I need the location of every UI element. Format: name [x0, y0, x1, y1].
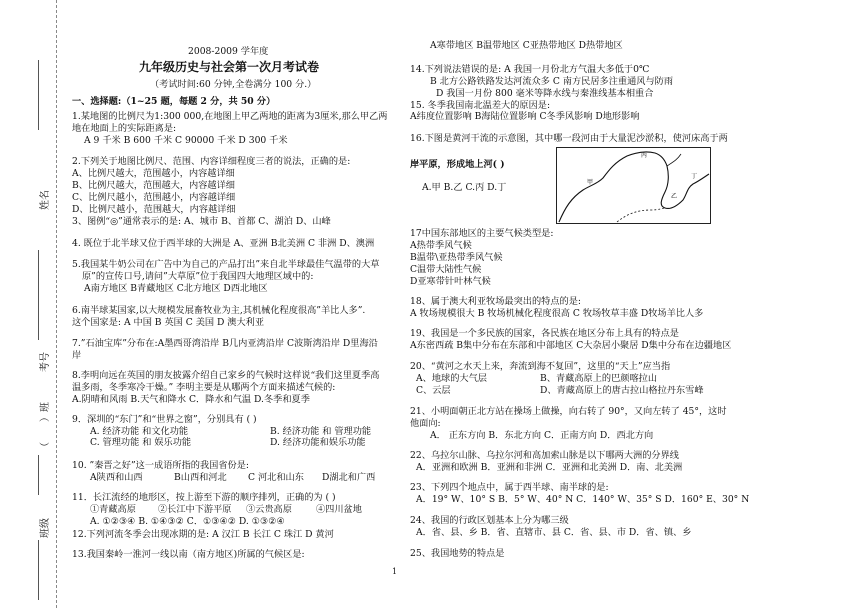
fold-line	[56, 0, 57, 608]
q17: 17中国东部地区的主要气候类型是:	[410, 228, 554, 239]
q11-item-1: ①青藏高原	[90, 504, 136, 515]
q1-cont: 地在地面上的实际距离是:	[72, 123, 177, 134]
q19: 19、我国是一个多民族的国家，各民族在地区分布上具有的特点是	[410, 328, 679, 339]
q20: 20、“黄河之水天上来，奔流到海不复回”，这里的“天上”应当指	[410, 361, 671, 372]
map-label-bing: 丙	[641, 152, 648, 159]
id-label: 考号	[40, 352, 51, 372]
q7-cont: 岸	[72, 350, 82, 361]
q9-option-d: D. 经济功能和娱乐功能	[270, 437, 366, 448]
exam-title: 九年级历史与社会第一次月考试卷	[139, 60, 320, 74]
q7: 7.”石油宝库”分布在:A墨西哥湾沿岸 B几内亚湾沿岸 C波斯湾沿岸 D里海沿	[72, 338, 378, 349]
class-label: 班级	[40, 518, 51, 538]
q2-option-a: A、比例尺越大，范围越小，内容越详细	[72, 168, 235, 179]
q21: 21、小明面朝正北方站在操场上做操，向右转了 90°，又向左转了 45°，这时	[410, 406, 727, 417]
class-line	[38, 455, 39, 495]
q17-option-b: B温带\亚热带季风气候	[410, 252, 503, 263]
q13-options: A寒带地区 B温带地区 C亚热带地区 D热带地区	[430, 40, 623, 51]
q15-options: A纬度位置影响 B海陆位置影响 C冬季风影响 D地形影响	[410, 111, 640, 122]
q19-options: A东密西疏 B集中分布在东部和中部地区 C大杂居小聚居 D集中分布在边疆地区	[410, 340, 732, 351]
q5-cont: 原”的宣传口号,请问”大草原”位于我国四大地理区域中的:	[82, 271, 314, 282]
q12: 12.下列河流冬季会出现冰期的是: A 汉江 B 长江 C 珠江 D 黄河	[72, 529, 334, 540]
q20-option-c: C、云层	[416, 385, 451, 396]
q10-option-b: B山西和河北	[174, 472, 227, 483]
q4: 4. 既位于北半球又位于西半球的大洲是 A、亚洲 B北美洲 C 非洲 D、澳洲	[72, 238, 375, 249]
q11-item-2: ②长江中下游平原	[158, 504, 232, 515]
q21-options: A． 正东方向 B．东北方向 C．正南方向 D．西北方向	[430, 430, 654, 441]
q25: 25、我国地势的特点是	[410, 548, 505, 559]
map-label-jia: 甲	[587, 179, 594, 186]
q16-options: A.甲 B.乙 C.丙 D.丁	[422, 182, 507, 193]
q8-options: A.阴晴和风雨 B.天气和降水 C．降水和气温 D.冬季和夏季	[72, 394, 310, 405]
q20-option-d: D、青藏高原上的唐古拉山格拉丹东雪峰	[540, 385, 704, 396]
q6: 6.南半球某国家,以大规模发展畜牧业为主,其机械化程度很高”羊比人多”.	[72, 305, 366, 316]
q10-option-d: D湖北和广西	[322, 472, 376, 483]
name-label: 姓名	[40, 190, 51, 210]
q9-option-c: C. 管理功能 和 娱乐功能	[90, 437, 192, 448]
binding-margin	[0, 0, 70, 608]
q11-options: A. ①②③④ B. ①④③② C．①③④② D. ①③②④	[90, 516, 285, 527]
q11-item-3: ③云贵高原	[246, 504, 292, 515]
class-paren: （ ）班	[40, 402, 51, 452]
q20-option-a: A、地球的大气层	[416, 373, 487, 384]
q24: 24、我国的行政区划基本上分为哪三级	[410, 515, 569, 526]
q22-options: A．亚洲和欧洲 B．亚洲和非洲 C．亚洲和北美洲 D．南、北美洲	[416, 462, 683, 473]
q23-options: A．19° W、10° S B．5° W、40° N C．140° W、35° S D．160° E、30° N	[416, 494, 750, 505]
river-sketch	[557, 148, 710, 223]
school-year: 2008-2009 学年度	[188, 46, 269, 57]
section-heading: 一、选择题:（1~25 题，每题 2 分，共 50 分）	[72, 96, 276, 107]
q14-cont-2: D 我国一月份 800 毫米等降水线与秦淮线基本相重合	[436, 88, 654, 99]
q16-cont: 岸平原，形成地上河( )	[410, 159, 505, 170]
class-line-2	[38, 540, 39, 600]
q18-options: A 牧场规模很大 B 牧场机械化程度很高 C 牧场牧草丰盛 D牧场羊比人多	[410, 308, 704, 319]
q9-option-a: A. 经济功能 和文化功能	[90, 426, 189, 437]
q9: 9．深圳的“东门”和“世界之窗”，分别具有 ( )	[72, 414, 257, 425]
q14-cont-1: B 北方公路铁路发达河流众多 C 南方民居多注重通风与防雨	[430, 76, 674, 87]
q21-cont: 他面向:	[410, 418, 441, 429]
q10-option-a: A陕西和山西	[90, 472, 143, 483]
q5: 5.我国某牛奶公司在广告中为自己的产品打出”来自北半球最佳气温带的大草	[72, 259, 380, 270]
q10-option-c: C 河北和山东	[248, 472, 304, 483]
name-line	[38, 60, 39, 130]
q2-option-d: D、比例尺越小，范围越大，内容越详细	[72, 204, 236, 215]
q1: 1.某地图的比例尺为1:300 000,在地图上甲乙两地的距离为3厘米,那么甲乙两	[72, 111, 388, 122]
q11: 11．长江流经的地形区，按上游至下游的顺序排列，正确的为 ( )	[72, 492, 336, 503]
q9-option-b: B. 经济功能 和 管理功能	[270, 426, 372, 437]
id-line	[38, 250, 39, 340]
q10: 10. ”秦晋之好”这一成语所指的我国省份是:	[72, 460, 250, 471]
q2-option-b: B、比例尺越大，范围越大，内容越详细	[72, 180, 235, 191]
q8: 8.李明向远在英国的朋友披露介绍自己家乡的气候时这样说“我们这里夏季高	[72, 370, 380, 381]
exam-note: （考试时间:60 分钟,全卷满分 100 分.）	[150, 79, 317, 90]
map-label-ding: 丁	[691, 173, 698, 180]
q2-option-c: C、比例尺越小，范围越小，内容越详细	[72, 192, 236, 203]
q22: 22、乌拉尔山脉、乌拉尔河和高加索山脉是以下哪两大洲的分界线	[410, 450, 679, 461]
map-label-yi: 乙	[671, 193, 678, 200]
q11-item-4: ④四川盆地	[316, 504, 362, 515]
q18: 18、属于澳大利亚牧场最突出的特点的是:	[410, 296, 581, 307]
q17-option-d: D亚寒带针叶林气候	[410, 276, 491, 287]
q17-option-c: C温带大陆性气候	[410, 264, 482, 275]
q14: 14.下列说法错误的是: A 我国一月份北方气温大多低于0℃	[410, 64, 650, 75]
q1-options: A 9 千米 B 600 千米 C 90000 千米 D 300 千米	[84, 135, 288, 146]
yellow-river-map	[556, 147, 711, 224]
q8-cont: 温多雨，冬季寒冷干燥。” 李明主要是从哪两个方面来描述气候的:	[72, 382, 336, 393]
q20-option-b: B、青藏高原上的巴颜喀拉山	[540, 373, 658, 384]
q6-cont: 这个国家是: A 中国 B 英国 C 美国 D 澳大利亚	[72, 317, 265, 328]
q3: 3、图例“◎”通常表示的是: A、城市 B、首都 C、湖泊 D、山峰	[72, 216, 331, 227]
q15: 15. 冬季我国南北温差大的原因是:	[410, 100, 551, 111]
q13: 13.我国秦岭一淮河一线以南（南方地区)所属的气候区是:	[72, 549, 305, 560]
page-number: 1	[392, 567, 398, 576]
q24-options: A．省、县、乡 B．省、直辖市、县 C．省、县、市 D．省、镇、乡	[416, 527, 692, 538]
q2: 2.下列关于地图比例尺、范围、内容详细程度三者的说法，正确的是:	[72, 156, 351, 167]
q17-option-a: A热带季风气候	[410, 240, 472, 251]
q16: 16.下图是黄河干流的示意图，其中哪一段河由于大量泥沙淤积，使河床高于两	[410, 133, 728, 144]
q23: 23、下列四个地点中，属于西半球、南半球的是:	[410, 482, 609, 493]
q5-options: A南方地区 B青藏地区 C北方地区 D西北地区	[84, 283, 268, 294]
